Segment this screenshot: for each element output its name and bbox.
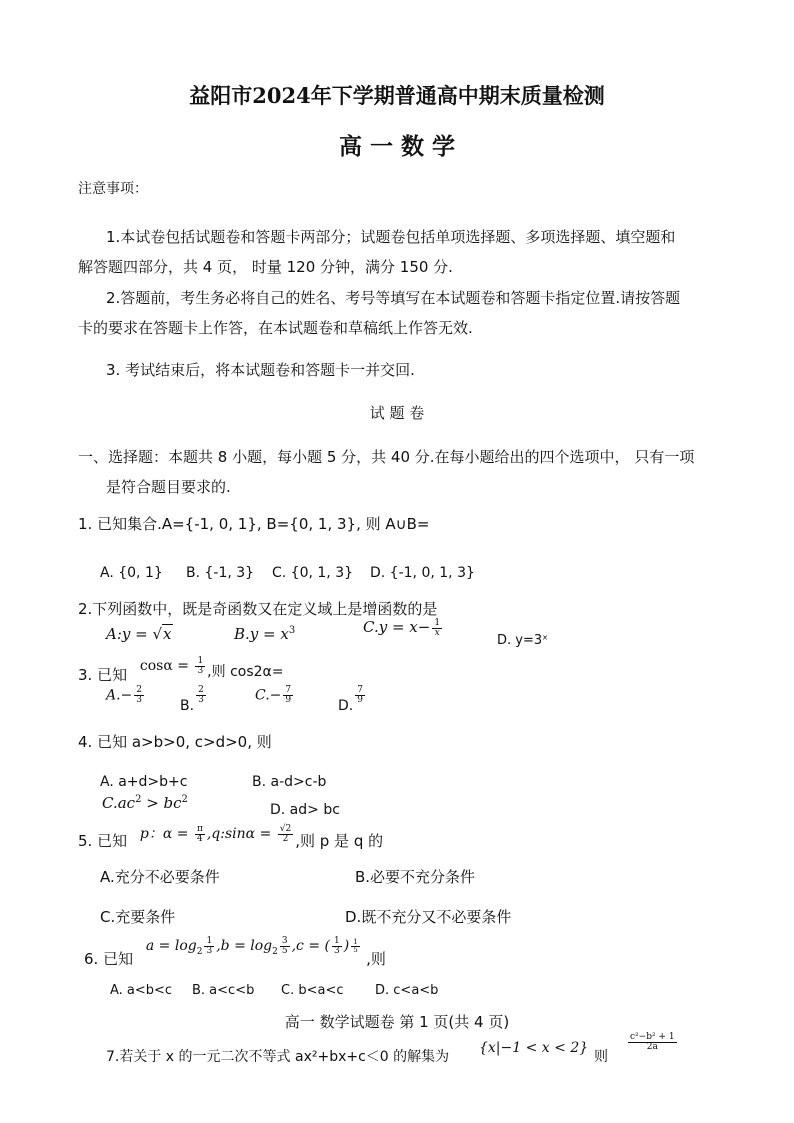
section-heading: 试 题 卷 — [369, 404, 425, 422]
q6-option-c: C. b<a<c — [281, 983, 344, 998]
q4-option-d: D. ad> bc — [270, 802, 340, 818]
q2-stem: 2.下列函数中，既是奇函数又在定义域上是增函数的是 — [78, 600, 438, 618]
notice-heading: 注意事项： — [78, 181, 148, 197]
q5-option-b: B.必要不充分条件 — [355, 868, 476, 886]
q1-option-d: D. {-1, 0, 1, 3} — [370, 565, 475, 581]
q2-option-c: C.y = x− $\frac{1}{x}$ — [363, 617, 441, 638]
q1-option-c: C. {0, 1, 3} — [272, 565, 354, 581]
q7-stem: 7.若关于 x 的一元二次不等式 ax²+bx+c＜0 的解集为 — [106, 1049, 450, 1065]
part1-instructions-line-1: 一、选择题：本题共 8 小题，每小题 5 分，共 40 分.在每小题给出的四个选项中， 只有一项 — [78, 448, 695, 466]
q7-then: 则 — [594, 1049, 608, 1065]
q5-option-c: C.充要条件 — [100, 908, 176, 926]
q4-option-a: A. a+d>b+c — [100, 774, 188, 790]
page-footer: 高一 数学试题卷 第 1 页(共 4 页) — [284, 1013, 510, 1031]
q4-stem: 4. 已知 a>b>0, c>d>0, 则 — [78, 733, 272, 751]
q2-option-b: $B.y = x^3$ — [234, 625, 296, 643]
q3-option-b: B. $\frac{2}{3}$ — [180, 685, 204, 714]
q2-option-d: D. y=3ˣ — [497, 633, 548, 648]
q1-option-b: B. {-1, 3} — [186, 565, 255, 581]
q3-option-c: C.− $\frac{7}{9}$ — [255, 685, 292, 705]
q6-option-d: D. c<a<b — [375, 983, 439, 998]
q5-option-a: A.充分不必要条件 — [100, 868, 220, 886]
q4-option-c: $C.ac^2 > bc^2$ — [102, 794, 188, 812]
notice-item-2-line-1: 2.答题前，考生务必将自己的姓名、考号等填写在本试题卷和答题卡指定位置.请按答题 — [106, 289, 681, 307]
q1-stem: 1. 已知集合.A={-1, 0, 1}, B={0, 1, 3}, 则 A∪B= — [78, 515, 430, 533]
q1-option-a: A. {0, 1} — [100, 565, 163, 581]
q6-option-a: A. a<b<c — [110, 983, 173, 998]
q2-option-a: A:y = √x — [106, 625, 172, 643]
q3-stem: 3. 已知 cosα = $\frac{1}{3}$ ,则 cos2α= — [78, 655, 284, 684]
q5-stem: 5. 已知 p：α = $\frac{\pi}{4}$ ,q:sinα = $\frac{√2}{2}$ ,则 p 是 q 的 — [78, 823, 384, 850]
q6-option-b: B. a<c<b — [192, 983, 255, 998]
q7-expression: $\frac{\text{c²−b² + 1}}{2a}$ — [630, 1032, 675, 1052]
exam-title: 益阳市2024年下学期普通高中期末质量检测 — [189, 83, 605, 108]
notice-item-1-line-2: 解答题四部分，共 4 页， 时量 120 分钟，满分 150 分. — [78, 258, 453, 276]
q3-option-d: D. $\frac{7}{9}$ — [338, 685, 363, 714]
q5-option-d: D.既不充分又不必要条件 — [345, 908, 512, 926]
q7-solution-set: {x|−1 < x < 2} — [479, 1040, 589, 1056]
part1-instructions-line-2: 是符合题目要求的. — [106, 478, 231, 496]
subject-title: 高 一 数 学 — [338, 133, 456, 160]
notice-item-1-line-1: 1.本试卷包括试题卷和答题卡两部分；试题卷包括单项选择题、多项选择题、填空题和 — [106, 228, 676, 246]
q3-option-a: A.− $\frac{2}{3}$ — [106, 685, 143, 705]
q6-stem: 6. 已知 $a = \log_2$ $\frac{1}{3}$ $,b = \log_2$ $\frac{3}{5}$ ,c = ( $\frac{1}{3}$ ) $^{\frac{1}{5}}$ ,则 — [84, 935, 386, 968]
q4-option-b: B. a-d>c-b — [252, 774, 327, 790]
notice-item-3: 3. 考试结束后，将本试题卷和答题卡一并交回. — [106, 361, 415, 379]
notice-item-2-line-2: 卡的要求在答题卡上作答，在本试题卷和草稿纸上作答无效. — [78, 319, 473, 337]
